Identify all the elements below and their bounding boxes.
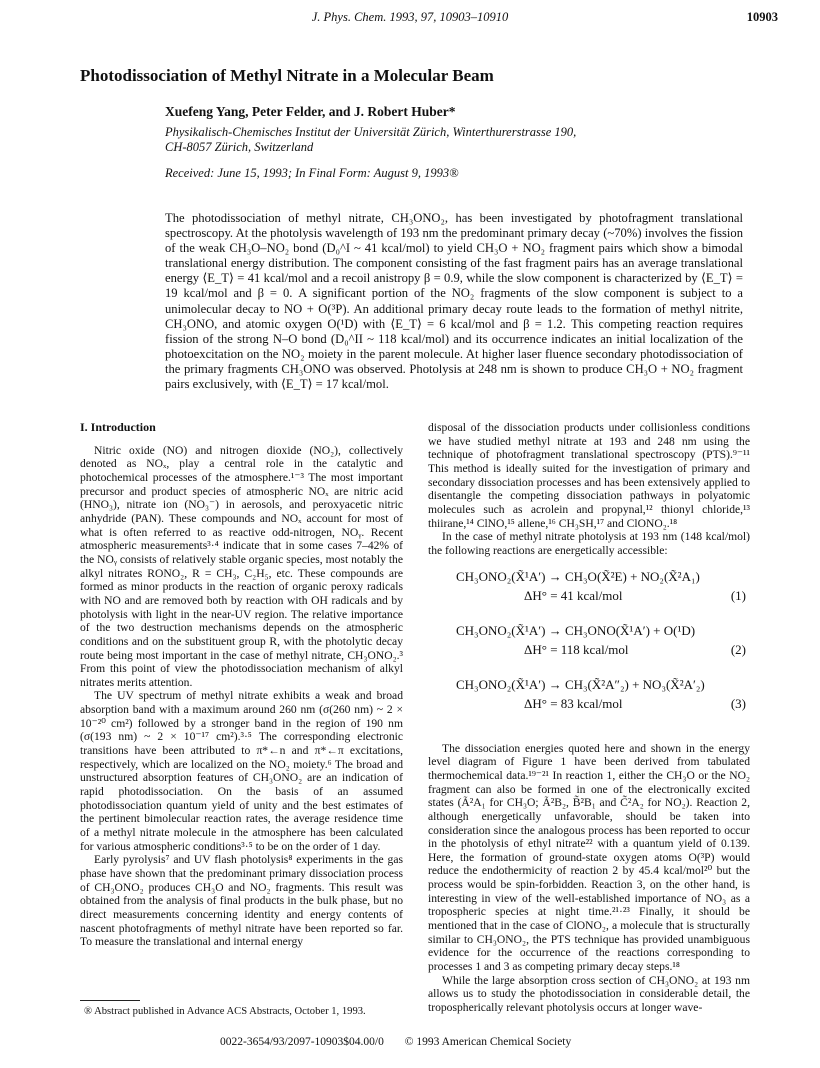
- abstract: [165, 211, 743, 392]
- intro-paragraph-2: The UV spectrum of methyl nitrate exhibits a weak and broad absorption band with a maximum around 260 nm (σ(260 nm) ~ 2 × 10⁻²⁰ cm²) followed by a stronger band in the region of 190 nm (σ(193 nm) ~ 2 × 10⁻¹⁷ cm²).³·⁵ The corresponding electronic transitions have been attributed to π*←n and π*←π excitations, respectively, which are localized on the NO₂ moiety.⁶ The broad and unstructured absorption features of CH₃ONO₂ are an indication of rapid photodissociation. On the basis of an assumed photodissociation quantum yield of unity and the best estimates of the pertinent bimolecular reaction rates, the average residence time of a methyl nitrate molecule in the atmosphere has been calculated for various atmospheric conditions³·⁵ to be on the order of 1 day.: [80, 689, 403, 853]
- equation-3-enthalpy: ΔH° = 83 kcal/mol: [524, 695, 623, 711]
- left-column: [80, 421, 403, 949]
- equation-1: [428, 570, 750, 624]
- journal-citation: J. Phys. Chem. 1993, 97, 10903–10910: [311, 10, 509, 24]
- right-paragraph-1: disposal of the dissociation products under collisionless conditions we have studied methyl nitrate at 193 and 248 nm using the technique of photofragment translational spectroscopy (PTS).⁹⁻¹¹ This method is ideally suited for the investigation of primary and secondary dissociation processes and has been extensively applied to disentangle the competing dissociation pathways in polyatomic molecules such as acrolein and propynal,¹² thionyl chloride,¹³ thiirane,¹⁴ ClNO,¹⁵ allene,¹⁶ CH₃SH,¹⁷ and ClONO₂.¹⁸: [428, 421, 750, 530]
- section-heading: I. Introduction: [80, 420, 156, 434]
- equation-1-enthalpy: ΔH° = 41 kcal/mol: [524, 587, 623, 603]
- author-list: Xuefeng Yang, Peter Felder, and J. Robert Huber*: [165, 104, 456, 119]
- affiliation-line-2: CH-8057 Zürich, Switzerland: [165, 140, 314, 154]
- affiliation: [165, 125, 725, 155]
- equation-2: [428, 624, 750, 678]
- copyright-notice: © 1993 American Chemical Society: [404, 1036, 572, 1048]
- page-number: 10903: [746, 10, 778, 24]
- right-column: [428, 421, 750, 1015]
- intro-paragraph-1: Nitric oxide (NO) and nitrogen dioxide (NO₂), collectively denoted as NOₓ, play a central role in the catalytic and photochemical processes of the atmosphere.¹⁻³ The most important precursor and product species of atmospheric NOₓ are nitric acid (HNO₃), nitrate ion (NO₃⁻) in aerosols, and peroxyacetic nitric anhydride (PAN). These compounds and NOₓ account for most of what is often referred to as reactive odd-nitrogen, NOᵧ. Recent atmospheric measurements³·⁴ indicate that in some cases 7–42% of the NOᵧ consists of relatively stable organic species, most notably the alkyl nitrates RONO₂, R = CH₃, C₂H₅, etc. These compounds are formed as minor products in the reaction of organic peroxy radicals with NO and are removed both by reaction with OH radicals and by photolysis with light in the near-UV region. The relative importance of the two destruction mechanisms depends on the atmospheric conditions and on the substituent group R, with the photolytic decay route being most important in the case of methyl nitrate, CH₃ONO₂.³ From this point of view the photodissociation mechanism of alkyl nitrates merits attention.: [80, 443, 403, 689]
- article-code: 0022-3654/93/2097-10903$04.00/0: [220, 1036, 384, 1048]
- equation-2-enthalpy: ΔH° = 118 kcal/mol: [524, 641, 629, 657]
- equation-3: [428, 678, 750, 732]
- equation-3-reaction: CH₃ONO₂(X̃¹A′) → CH₃(X̃²A″₂) + NO₃(X̃²A′₂): [456, 676, 705, 692]
- intro-paragraph-3: Early pyrolysis⁷ and UV flash photolysis⁸ experiments in the gas phase have shown that the predominant primary dissociation process of CH₃ONO₂ produces CH₃O and NO₂ fragments. This result was obtained from the analysis of final products in the bulk phase, but no direct measurements concerning identity and energy contents of nascent photofragments of methyl nitrate have been reported so far. To measure the translational and internal energy: [80, 853, 403, 949]
- equation-1-number: (1): [730, 587, 746, 603]
- right-paragraph-2: In the case of methyl nitrate photolysis at 193 nm (148 kcal/mol) the following reactions are energetically accessible:: [428, 530, 750, 557]
- equation-3-number: (3): [730, 695, 746, 711]
- bottom-line: [220, 1036, 640, 1048]
- right-paragraph-3: The dissociation energies quoted here and shown in the energy level diagram of Figure 1 have been derived from tabulated thermochemical data.¹⁹⁻²¹ In reaction 1, either the CH₃O or the NO₂ fragment can also be formed in one of the electronically excited states (Ã²A₁ for CH₃O; Ã²B₂, B̃²B₁ and C̃²A₂ for NO₂). Reaction 2, although energetically unfavorable, should be taken into consideration since the analogous process has been reported to occur in the photolysis of ethyl nitrate²² with a quantum yield of 0.139. Here, the formation of ground-state oxygen atoms O(³P) would reduce the endothermicity of reaction 2 by 45.4 kcal/mol²⁰ but the process would be spin-forbidden. Reaction 3, on the other hand, is interesting in view of the well-established importance of NO₃ as a tropospheric species at night time.²¹·²³ Finally, it should be mentioned that in the case of ClONO₂, a molecule that is structurally similar to CH₃ONO₂, the PTS technique has provided unambiguous evidence for the occurrence of the reactions corresponding to processes 1 and 3 as competing primary decay steps.¹⁸: [428, 741, 750, 974]
- equation-2-reaction: CH₃ONO₂(X̃¹A′) → CH₃ONO(X̃¹A′) + O(¹D): [456, 622, 696, 638]
- equation-2-number: (2): [730, 641, 746, 657]
- abstract-text: The photodissociation of methyl nitrate, CH₃ONO₂, has been investigated by photofragment translational spectroscopy. At the photolysis wavelength of 193 nm the predominant primary decay (~70%) involves the fission of the weak CH₃O–NO₂ bond (D₀^I ~ 41 kcal/mol) to yield CH₃O + NO₂ fragment pairs which show a bimodal translational energy distribution. The component consisting of the fast fragment pairs has an average translational energy ⟨E_T⟩ = 41 kcal/mol and a recoil anistropy β = 0.9, while the slow component is characterized by ⟨E_T⟩ = 19 kcal/mol and β = 0. A significant portion of the NO₂ fragments of the slow component is subject to a unimolecular decay to NO + O(³P). An additional primary decay route leads to the formation of methyl nitrite, CH₃ONO, and atomic oxygen O(¹D) with ⟨E_T⟩ = 6 kcal/mol and β = 1.2. This competing reaction requires fission of the strong N–O bond (D₀^II ~ 118 kcal/mol) and its occurrence indicates an initial localization of the photoexcitation on the NO₂ moiety in the parent molecule. At higher laser fluence secondary photodissociation of the primary fragments CH₃ONO was observed. Photolysis at 248 nm is shown to produce CH₃O + NO₂ fragment pairs exclusively, with ⟨E_T⟩ = 17 kcal/mol.: [165, 211, 743, 392]
- footnote: ® Abstract published in Advance ACS Abstracts, October 1, 1993.: [84, 1006, 366, 1017]
- right-paragraph-4: While the large absorption cross section of CH₃ONO₂ at 193 nm allows us to study the photodissociation in considerable detail, the tropospherically relevant photolysis occurs at longer wave-: [428, 973, 750, 1015]
- received-dates: Received: June 15, 1993; In Final Form: August 9, 1993®: [165, 166, 459, 180]
- footnote-rule: [80, 1000, 140, 1001]
- paper-title: Photodissociation of Methyl Nitrate in a Molecular Beam: [80, 66, 494, 85]
- equation-1-reaction: CH₃ONO₂(X̃¹A′) → CH₃O(X̃²E) + NO₂(X̃²A₁): [456, 568, 700, 584]
- affiliation-line-1: Physikalisch-Chemisches Institut der Universität Zürich, Winterthurerstrasse 190,: [165, 125, 577, 139]
